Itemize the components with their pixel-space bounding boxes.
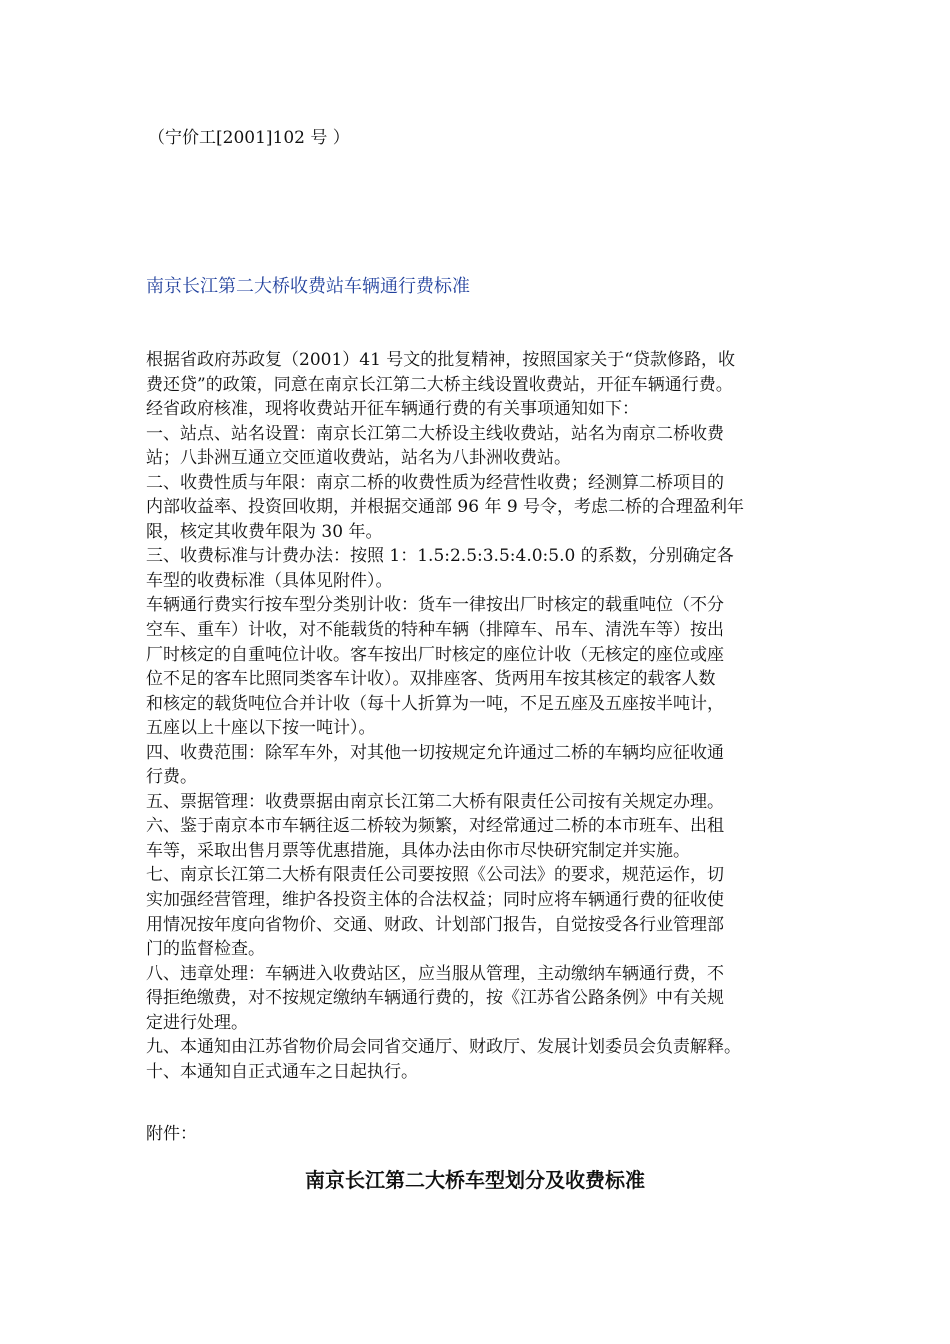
body-line: 九、本通知由江苏省物价局会同省交通厅、财政厅、发展计划委员会负责解释。 xyxy=(146,1037,741,1058)
body-line: 得拒绝缴费，对不按规定缴纳车辆通行费的，按《江苏省公路条例》中有关规 xyxy=(146,988,724,1009)
body-line: 一、站点、站名设置：南京长江第二大桥设主线收费站，站名为南京二桥收费 xyxy=(146,423,724,444)
body-line: 车型的收费标准（具体见附件）。 xyxy=(146,570,393,591)
body-line: 内部收益率、投资回收期，并根据交通部 96 年 9 号令，考虑二桥的合理盈利年 xyxy=(146,497,745,518)
body-line: 空车、重车）计收，对不能载货的特种车辆（排障车、吊车、清洗车等）按出 xyxy=(146,620,724,641)
body-line: 厂时核定的自重吨位计收。客车按出厂时核定的座位计收（无核定的座位或座 xyxy=(146,644,724,665)
attachment-title: 南京长江第二大桥车型划分及收费标准 xyxy=(305,1168,645,1192)
body-line: 四、收费范围：除军车外，对其他一切按规定允许通过二桥的车辆均应征收通 xyxy=(146,742,724,763)
body-line: 和核定的载货吨位合并计收（每十人折算为一吨，不足五座及五座按半吨计， xyxy=(146,693,724,714)
notice-title: 南京长江第二大桥收费站车辆通行费标准 xyxy=(146,276,470,297)
body-line: 五、票据管理：收费票据由南京长江第二大桥有限责任公司按有关规定办理。 xyxy=(146,791,724,812)
body-line: 十、本通知自正式通车之日起执行。 xyxy=(146,1061,418,1082)
body-line: 限，核定其收费年限为 30 年。 xyxy=(146,521,383,542)
body-line: 经省政府核准，现将收费站开征车辆通行费的有关事项通知如下： xyxy=(146,399,639,420)
document-number: （宁价工[2001]102 号 ） xyxy=(148,128,350,148)
body-line: 费还贷”的政策，同意在南京长江第二大桥主线设置收费站，开征车辆通行费。 xyxy=(146,374,733,395)
body-line: 根据省政府苏政复（2001）41 号文的批复精神，按照国家关于“贷款修路，收 xyxy=(146,350,735,370)
body-line: 实加强经营管理，维护各投资主体的合法权益；同时应将车辆通行费的征收使 xyxy=(146,890,724,911)
body-line: 六、鉴于南京本市车辆往返二桥较为频繁，对经常通过二桥的本市班车、出租 xyxy=(146,816,724,837)
body-line: 定进行处理。 xyxy=(146,1012,248,1033)
body-line: 用情况按年度向省物价、交通、财政、计划部门报告，自觉按受各行业管理部 xyxy=(146,914,724,935)
body-line: 行费。 xyxy=(146,767,197,788)
body-line: 位不足的客车比照同类客车计收）。双排座客、货两用车按其核定的载客人数 xyxy=(146,669,716,690)
body-line: 站；八卦洲互通立交匝道收费站，站名为八卦洲收费站。 xyxy=(146,448,571,469)
body-line: 三、收费标准与计费办法：按照 1：1.5:2.5:3.5:4.0:5.0 的系数，分别确定各 xyxy=(146,546,734,567)
attachment-label: 附件： xyxy=(146,1124,197,1144)
body-line: 五座以上十座以下按一吨计）。 xyxy=(146,718,376,739)
body-line: 八、违章处理：车辆进入收费站区，应当服从管理，主动缴纳车辆通行费，不 xyxy=(146,963,724,984)
body-line: 门的监督检查。 xyxy=(146,939,265,960)
body-line: 七、南京长江第二大桥有限责任公司要按照《公司法》的要求，规范运作，切 xyxy=(146,865,724,886)
notice-body xyxy=(146,348,816,1084)
body-line: 车辆通行费实行按车型分类别计收：货车一律按出厂时核定的载重吨位（不分 xyxy=(146,595,724,616)
body-line: 车等，采取出售月票等优惠措施，具体办法由你市尽快研究制定并实施。 xyxy=(146,840,690,861)
body-line: 二、收费性质与年限：南京二桥的收费性质为经营性收费；经测算二桥项目的 xyxy=(146,472,724,493)
